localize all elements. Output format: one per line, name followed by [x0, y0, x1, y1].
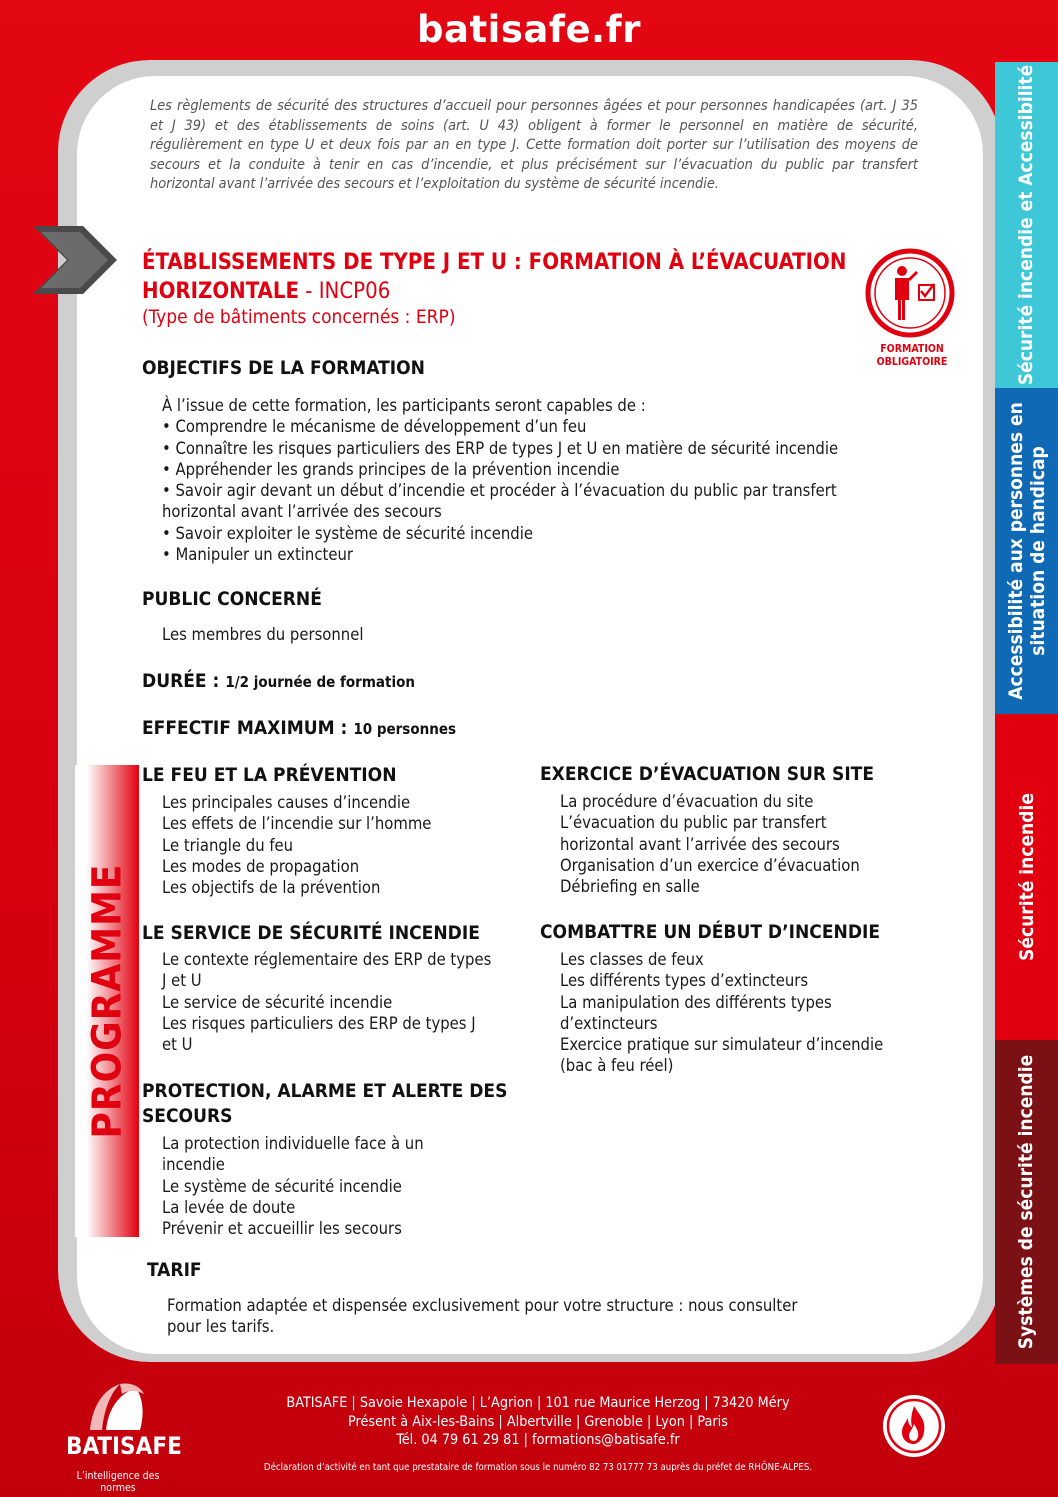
page-subtitle: (Type de bâtiments concernés : ERP) — [142, 306, 456, 328]
programme-item: Les différents types d’extincteurs — [560, 971, 809, 991]
flame-icon — [880, 1392, 948, 1460]
programme-item: Le contexte réglementaire des ERP de types — [162, 950, 492, 969]
chevron-arrow-icon — [33, 226, 117, 294]
programme-label-wrap — [75, 765, 139, 1237]
programme-section-items — [560, 791, 860, 897]
programme-item: Organisation d’un exercice d’évacuation — [560, 855, 860, 875]
section-heading-line: COMBATTRE UN DÉBUT D’INCENDIE — [540, 921, 881, 943]
tab-systemes-securite-incendie[interactable] — [995, 1040, 1058, 1364]
badge-line-2: OBLIGATOIRE — [876, 356, 948, 368]
programme-item: d’extincteurs — [560, 1013, 658, 1033]
capacity-value: 10 personnes — [353, 720, 457, 738]
duration-label: DURÉE : — [142, 670, 220, 692]
programme-item: Les objectifs de la prévention — [162, 878, 381, 898]
programme-item: Débriefing en salle — [560, 877, 700, 897]
programme-section-heading — [142, 921, 480, 946]
objectives-items — [162, 416, 838, 565]
footer-declaration: Déclaration d’activité en tant que prestataire de formation sous le numéro 82 73 01777 73 auprès du préfet de RHÔNE-ALPES. — [263, 1462, 813, 1473]
capacity — [142, 717, 456, 739]
programme-section-heading — [142, 763, 397, 788]
mandatory-badge — [858, 343, 966, 369]
section-heading-line: SECOURS — [142, 1105, 233, 1127]
programme-item: horizontal avant l’arrivée des secours — [560, 834, 840, 854]
programme-item: J et U — [162, 971, 202, 991]
programme-item: Les effets de l’incendie sur l’homme — [162, 814, 432, 834]
tab-accessibilite-handicap[interactable] — [995, 388, 1058, 714]
programme-item: Les principales causes d’incendie — [162, 793, 411, 812]
programme-item: Les modes de propagation — [162, 856, 360, 876]
section-heading-line: EXERCICE D’ÉVACUATION SUR SITE — [540, 763, 875, 785]
objective-item: • Comprendre le mécanisme de développement d’un feu — [162, 417, 587, 437]
tab-label: Systèmes de sécurité incendie — [1015, 1054, 1038, 1350]
tab-securite-accessibilite[interactable] — [995, 62, 1058, 388]
section-heading-line: LE FEU ET LA PRÉVENTION — [142, 764, 397, 786]
objectives-list — [162, 395, 838, 565]
programme-item: Le service de sécurité incendie — [162, 992, 393, 1012]
objective-item: horizontal avant l’arrivée des secours — [162, 502, 442, 522]
title-line-2 — [142, 277, 862, 306]
programme-item: et U — [162, 1035, 193, 1055]
tab-securite-incendie[interactable] — [995, 714, 1058, 1040]
programme-item: Les risques particuliers des ERP de types J — [162, 1013, 476, 1033]
programme-label: PROGRAMME — [84, 863, 130, 1139]
programme-section-items — [560, 949, 883, 1077]
objective-item: • Appréhender les grands principes de la prévention incendie — [162, 459, 620, 479]
programme-item: Exercice pratique sur simulateur d’incendie — [560, 1035, 884, 1055]
objective-item: • Savoir agir devant un début d’incendie et procéder à l’évacuation du public par transfert — [162, 481, 837, 501]
footer-line: Présent à Aix-les-Bains | Albertville | Grenoble | Lyon | Paris — [348, 1413, 728, 1430]
tab-label-line: Accessibilité aux personnes en — [1004, 402, 1027, 700]
programme-section-heading — [540, 920, 880, 945]
tarif-heading: TARIF — [147, 1259, 202, 1281]
tarif-line: Formation adaptée et dispensée exclusivement pour votre structure : nous consulter — [167, 1296, 798, 1315]
site-title[interactable]: batisafe.fr — [417, 8, 641, 51]
batisafe-logo-icon — [86, 1380, 146, 1434]
programme-section-heading — [142, 1079, 507, 1129]
objective-item: • Savoir exploiter le système de sécurité incendie — [162, 523, 533, 543]
tab-label-line: situation de handicap — [1026, 446, 1049, 656]
section-heading-line: LE SERVICE DE SÉCURITÉ INCENDIE — [142, 922, 480, 944]
programme-item: Les classes de feux — [560, 950, 704, 969]
footer-line: BATISAFE | Savoie Hexapole | L’Agrion | 101 rue Maurice Herzog | 73420 Méry — [286, 1395, 790, 1411]
objectives-lead: À l’issue de cette formation, les participants seront capables de : — [162, 396, 646, 415]
section-heading-line: PROTECTION, ALARME ET ALERTE DES — [142, 1080, 508, 1102]
footer-contact[interactable]: Tél. 04 79 61 29 81 | formations@batisafe.fr — [396, 1432, 680, 1448]
programme-item: Le système de sécurité incendie — [162, 1176, 402, 1196]
programme-item: La manipulation des différents types — [560, 992, 832, 1012]
public-text: Les membres du personnel — [162, 625, 364, 644]
objective-item: • Manipuler un extincteur — [162, 545, 353, 565]
capacity-label: EFFECTIF MAXIMUM : — [142, 717, 348, 739]
programme-section-items — [162, 1133, 424, 1239]
duration — [142, 670, 415, 692]
footer-address — [230, 1394, 846, 1450]
programme-item: Le triangle du feu — [162, 835, 294, 855]
logo-name: BATISAFE — [66, 1432, 182, 1460]
tab-label: Sécurité incendie — [1015, 793, 1038, 961]
programme-section-items — [162, 792, 431, 898]
objective-item: • Connaître les risques particuliers des ERP de types J et U en matière de sécurité incendie — [162, 438, 839, 458]
badge-line-1: FORMATION — [880, 343, 944, 355]
logo-tagline: L’intelligence des normes — [76, 1470, 160, 1494]
programme-item: incendie — [162, 1155, 225, 1175]
programme-section-items — [162, 949, 491, 1055]
intro-paragraph: Les règlements de sécurité des structures d’accueil pour personnes âgées et pour personnes handicapées (art. J 35 et J 39) et des établissements de soins (art. U 43) obligent à former le personnel en matière de sécurité, régulièrement en type U et deux fois par an en type J. Cette formation doit porter sur l’utilisation des moyens de secours et la conduite à tenir en cas d’incendie, et plus précisément sur l’évacuation du public par transfert horizontal avant l’arrivée des secours et l’exploitation du système de sécurité incendie. — [150, 98, 918, 193]
objectives-heading: OBJECTIFS DE LA FORMATION — [142, 357, 425, 379]
programme-item: La protection individuelle face à un — [162, 1134, 424, 1153]
programme-item: La procédure d’évacuation du site — [560, 792, 814, 811]
programme-item: Prévenir et accueillir les secours — [162, 1219, 402, 1239]
public-heading: PUBLIC CONCERNÉ — [142, 588, 322, 610]
title-dash: - — [298, 279, 319, 304]
title-line-1: ÉTABLISSEMENTS DE TYPE J ET U : FORMATION À L’ÉVACUATION — [142, 250, 847, 275]
tab-label — [1005, 402, 1049, 700]
programme-section-heading — [540, 762, 874, 787]
programme-item: L’évacuation du public par transfert — [560, 813, 827, 833]
page-title — [142, 248, 862, 306]
programme-item: La levée de doute — [162, 1197, 296, 1217]
tarif-line: pour les tarifs. — [167, 1317, 275, 1337]
tab-label: Sécurité incendie et Accessibilité — [1015, 64, 1038, 386]
tarif-text — [167, 1295, 797, 1338]
title-horizontale: HORIZONTALE — [142, 279, 299, 304]
programme-item: (bac à feu réel) — [560, 1056, 674, 1076]
duration-value: 1/2 journée de formation — [225, 673, 415, 691]
course-code: INCP06 — [318, 279, 391, 304]
